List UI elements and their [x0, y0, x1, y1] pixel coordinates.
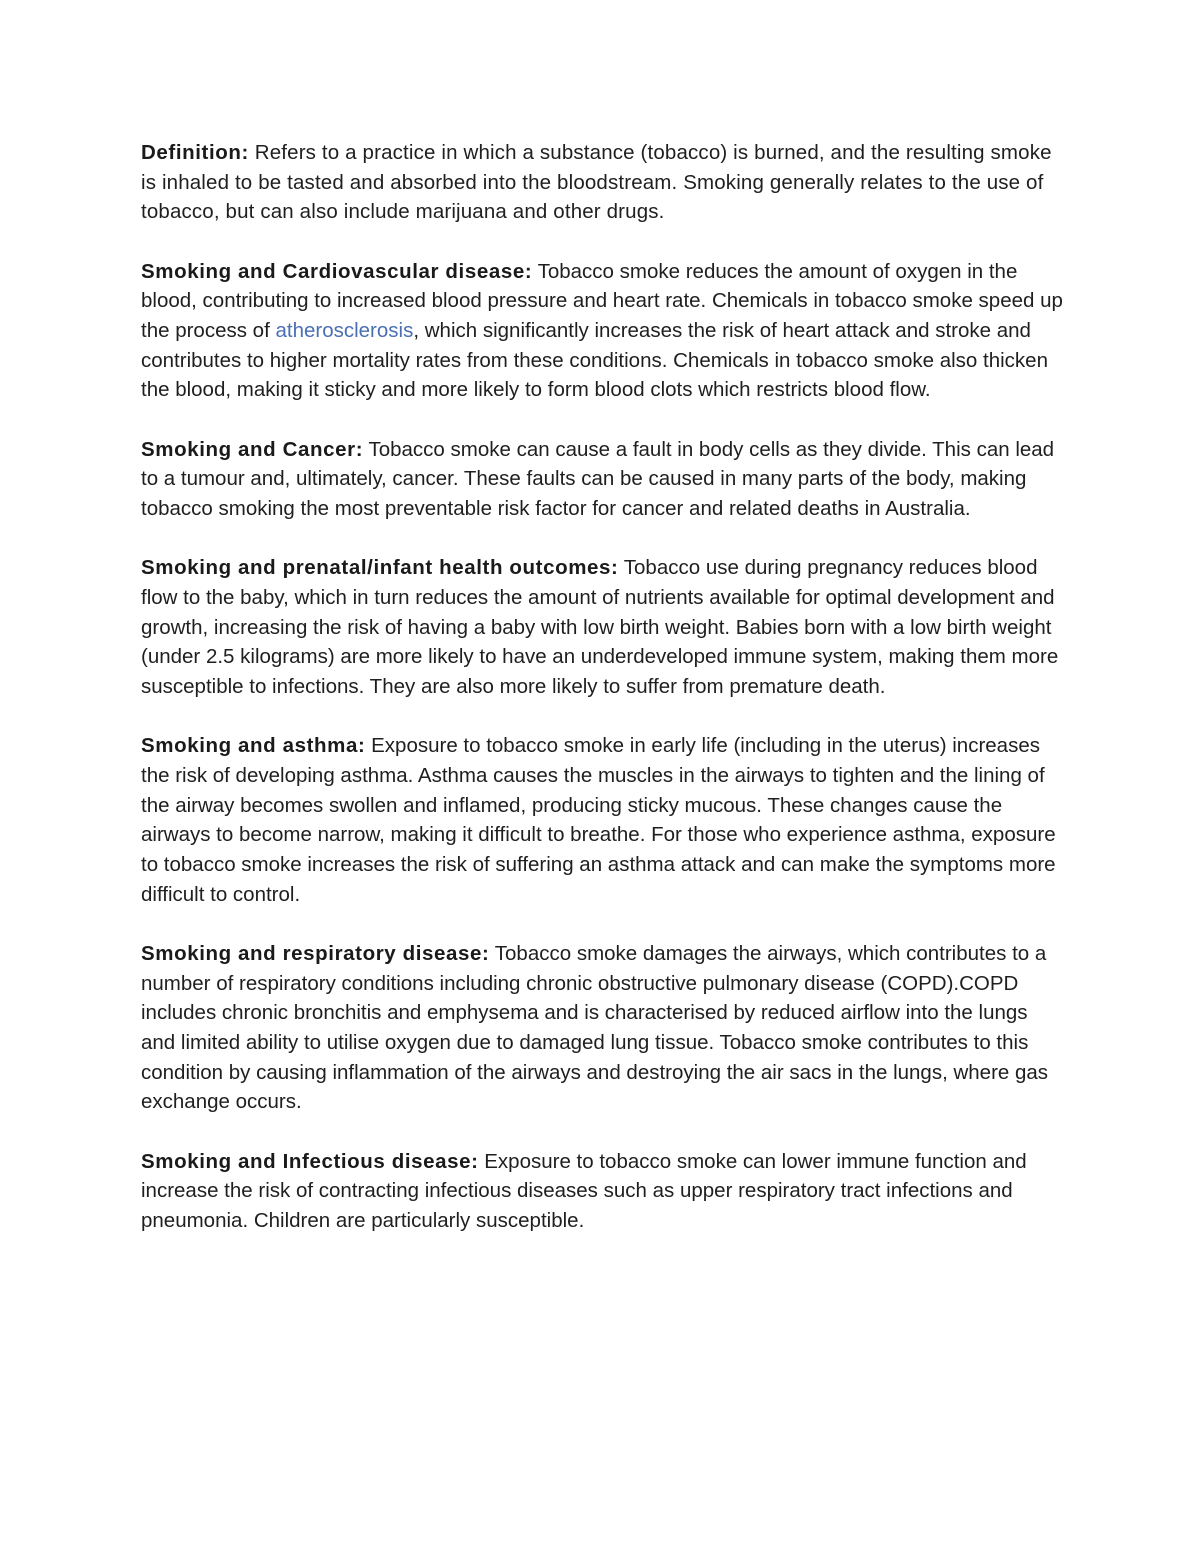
definition-paragraph: [141, 138, 1066, 227]
infectious-text: Exposure to tobacco smoke can lower immune function and increase the risk of contracting infectious diseases such as upper respiratory tract infections and pneumonia. Children are particularly susceptible.: [141, 1149, 1027, 1233]
prenatal-paragraph: [141, 553, 1066, 702]
cancer-text: Tobacco smoke can cause a fault in body cells as they divide. This can lead to a tumour and, ultimately, cancer. These faults can be caused in many parts of the body, making tobacco smoking the most preventable risk factor for cancer and related deaths in Australia.: [141, 437, 1055, 521]
prenatal-heading: Smoking and prenatal/infant health outcomes:: [141, 556, 619, 580]
cardiovascular-text-rest: , which significantly increases the risk of heart attack and stroke and contributes to higher mortality rates from these conditions. Chemicals in tobacco smoke also thicken the blood, making it sticky and more likely to form blood clots which restricts blood flow.: [141, 319, 1048, 402]
definition-heading: Definition:: [141, 141, 249, 164]
asthma-text: Exposure to tobacco smoke in early life (including in the uterus) increases the risk of developing asthma. Asthma causes the muscles in the airways to tighten and the lining of the airway becomes swollen and inflamed, producing sticky mucous. These changes cause the airways to become narrow, making it difficult to breathe. For those who experience asthma, exposure to tobacco smoke increases the risk of suffering an asthma attack and can make the symptoms more difficult to control.: [141, 734, 1056, 906]
document-page: [141, 138, 1066, 1265]
respiratory-paragraph: [141, 939, 1066, 1117]
respiratory-text: Tobacco smoke damages the airways, which contributes to a number of respiratory conditions including chronic obstructive pulmonary disease (COPD).COPD includes chronic bronchitis and emphysema and is characterised by reduced airflow into the lungs and limited ability to utilise oxygen due to damaged lung tissue. Tobacco smoke contributes to this condition by causing inflammation of the airways and destroying the air sacs in the lungs, where gas exchange occurs.: [141, 941, 1049, 1114]
definition-text: Refers to a practice in which a substance (tobacco) is burned, and the resulting smoke is inhaled to be tasted and absorbed into the bloodstream. Smoking generally relates to the use of tobacco, but can also include marijuana and other drugs.: [141, 141, 1052, 224]
cancer-paragraph: [141, 435, 1066, 524]
atherosclerosis-link[interactable]: atherosclerosis: [275, 319, 414, 343]
respiratory-heading: Smoking and respiratory disease:: [141, 941, 490, 965]
asthma-heading: Smoking and asthma:: [141, 734, 366, 758]
cancer-heading: Smoking and Cancer:: [141, 437, 364, 461]
infectious-heading: Smoking and Infectious disease:: [141, 1149, 479, 1173]
asthma-paragraph: [141, 731, 1066, 909]
cardiovascular-text-intro: Tobacco smoke reduces the amount of oxygen in the blood, contributing to increased blood pressure and heart rate. Chemicals in tobacco smoke speed up the process of: [141, 259, 1063, 343]
infectious-paragraph: [141, 1147, 1066, 1236]
cardiovascular-heading: Smoking and Cardiovascular disease:: [141, 259, 533, 283]
prenatal-text: Tobacco use during pregnancy reduces blood flow to the baby, which in turn reduces the amount of nutrients available for optimal development and growth, increasing the risk of having a baby with low birth weight. Babies born with a low birth weight (under 2.5 kilograms) are more likely to have an underdeveloped immune system, making them more susceptible to infections. They are also more likely to suffer from premature death.: [141, 556, 1059, 699]
cardiovascular-paragraph: [141, 257, 1066, 406]
